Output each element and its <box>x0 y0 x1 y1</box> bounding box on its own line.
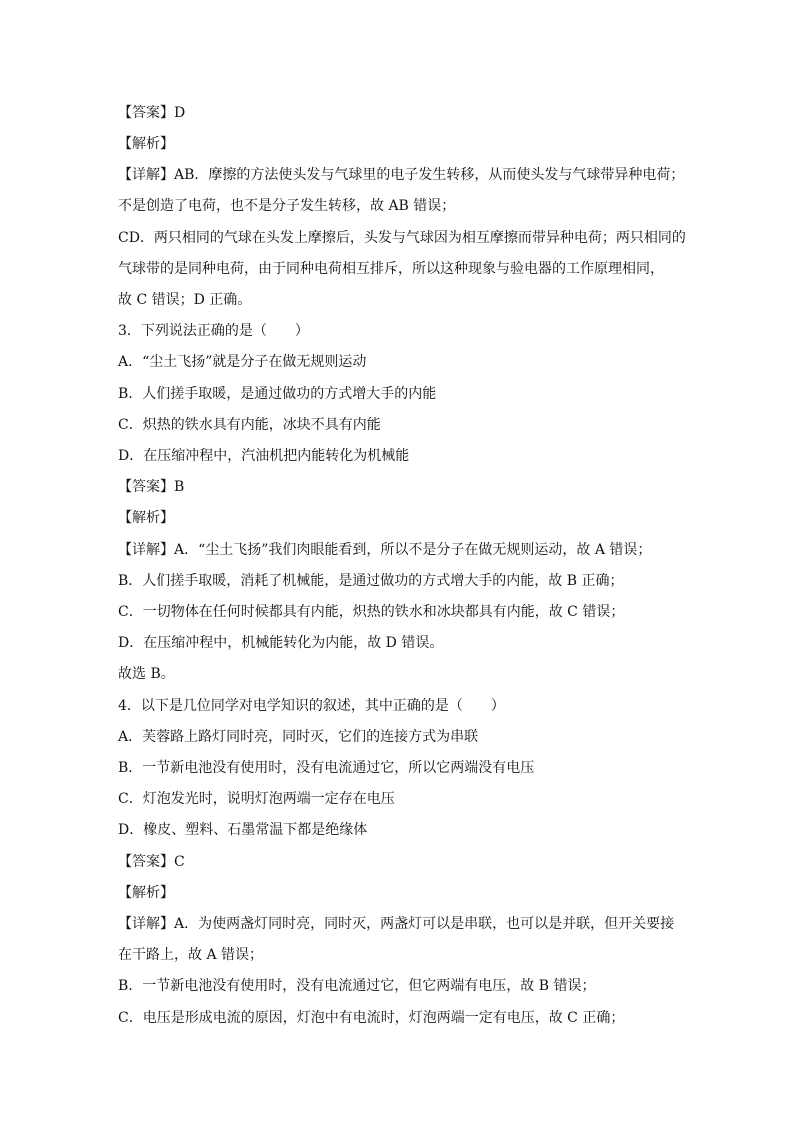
question-4-option-a: A．芙蓉路上路灯同时亮，同时灭，它们的连接方式为串联 <box>118 729 479 745</box>
explanation-line: B．一节新电池没有使用时，没有电流通过它，但它两端有电压，故 B 错误； <box>118 978 596 994</box>
question-3-option-a: A．“尘土飞扬”就是分子在做无规则运动 <box>118 354 367 370</box>
question-4-option-b: B．一节新电池没有使用时，没有电流通过它，所以它两端没有电压 <box>118 760 535 776</box>
question-3-option-c: C．炽热的铁水具有内能，冰块不具有内能 <box>118 417 381 433</box>
explanation-line: 故 C 错误；D 正确。 <box>118 292 252 308</box>
analysis-heading-q2: 【解析】 <box>118 136 174 152</box>
explanation-line: 【详解】A．为使两盏灯同时亮，同时灭，两盏灯可以是串联，也可以是并联，但开关要接 <box>118 916 675 932</box>
answer-line-q2: 【答案】D <box>118 105 186 121</box>
question-4-option-c: C．灯泡发光时，说明灯泡两端一定存在电压 <box>118 791 395 807</box>
explanation-line: CD．两只相同的气球在头发上摩擦后，头发与气球因为相互摩擦而带异种电荷；两只相同的 <box>118 230 686 246</box>
explanation-line: 【详解】AB．摩擦的方法使头发与气球里的电子发生转移，从而使头发与气球带异种电荷； <box>118 167 685 183</box>
analysis-heading-q4: 【解析】 <box>118 885 174 901</box>
question-4-option-d: D．橡皮、塑料、石墨常温下都是绝缘体 <box>118 822 368 838</box>
explanation-line: C．一切物体在任何时候都具有内能，炽热的铁水和冰块都具有内能，故 C 错误； <box>118 604 625 620</box>
question-3-option-b: B．人们搓手取暖，是通过做功的方式增大手的内能 <box>118 386 437 402</box>
explanation-line: 【详解】A．“尘土飞扬”我们肉眼能看到，所以不是分子在做无规则运动，故 A 错误； <box>118 542 652 558</box>
conclusion-line-q3: 故选 B。 <box>118 666 175 682</box>
explanation-line: 不是创造了电荷，也不是分子发生转移，故 AB 错误； <box>118 198 456 214</box>
question-4-stem: 4．以下是几位同学对电学知识的叙述，其中正确的是（ ） <box>118 698 505 714</box>
question-3-stem: 3．下列说法正确的是（ ） <box>118 323 309 339</box>
explanation-line: 在干路上，故 A 错误； <box>118 947 264 963</box>
question-3-option-d: D．在压缩冲程中，汽油机把内能转化为机械能 <box>118 448 410 464</box>
answer-line-q3: 【答案】B <box>118 479 185 495</box>
answer-line-q4: 【答案】C <box>118 854 185 870</box>
explanation-line: C．电压是形成电流的原因，灯泡中有电流时，灯泡两端一定有电压，故 C 正确； <box>118 1010 625 1026</box>
analysis-heading-q3: 【解析】 <box>118 510 174 526</box>
explanation-line: D．在压缩冲程中，机械能转化为内能，故 D 错误。 <box>118 635 444 651</box>
explanation-line: 气球带的是同种电荷，由于同种电荷相互排斥，所以这种现象与验电器的工作原理相同， <box>118 261 664 277</box>
explanation-line: B．人们搓手取暖，消耗了机械能，是通过做功的方式增大手的内能，故 B 正确； <box>118 573 624 589</box>
